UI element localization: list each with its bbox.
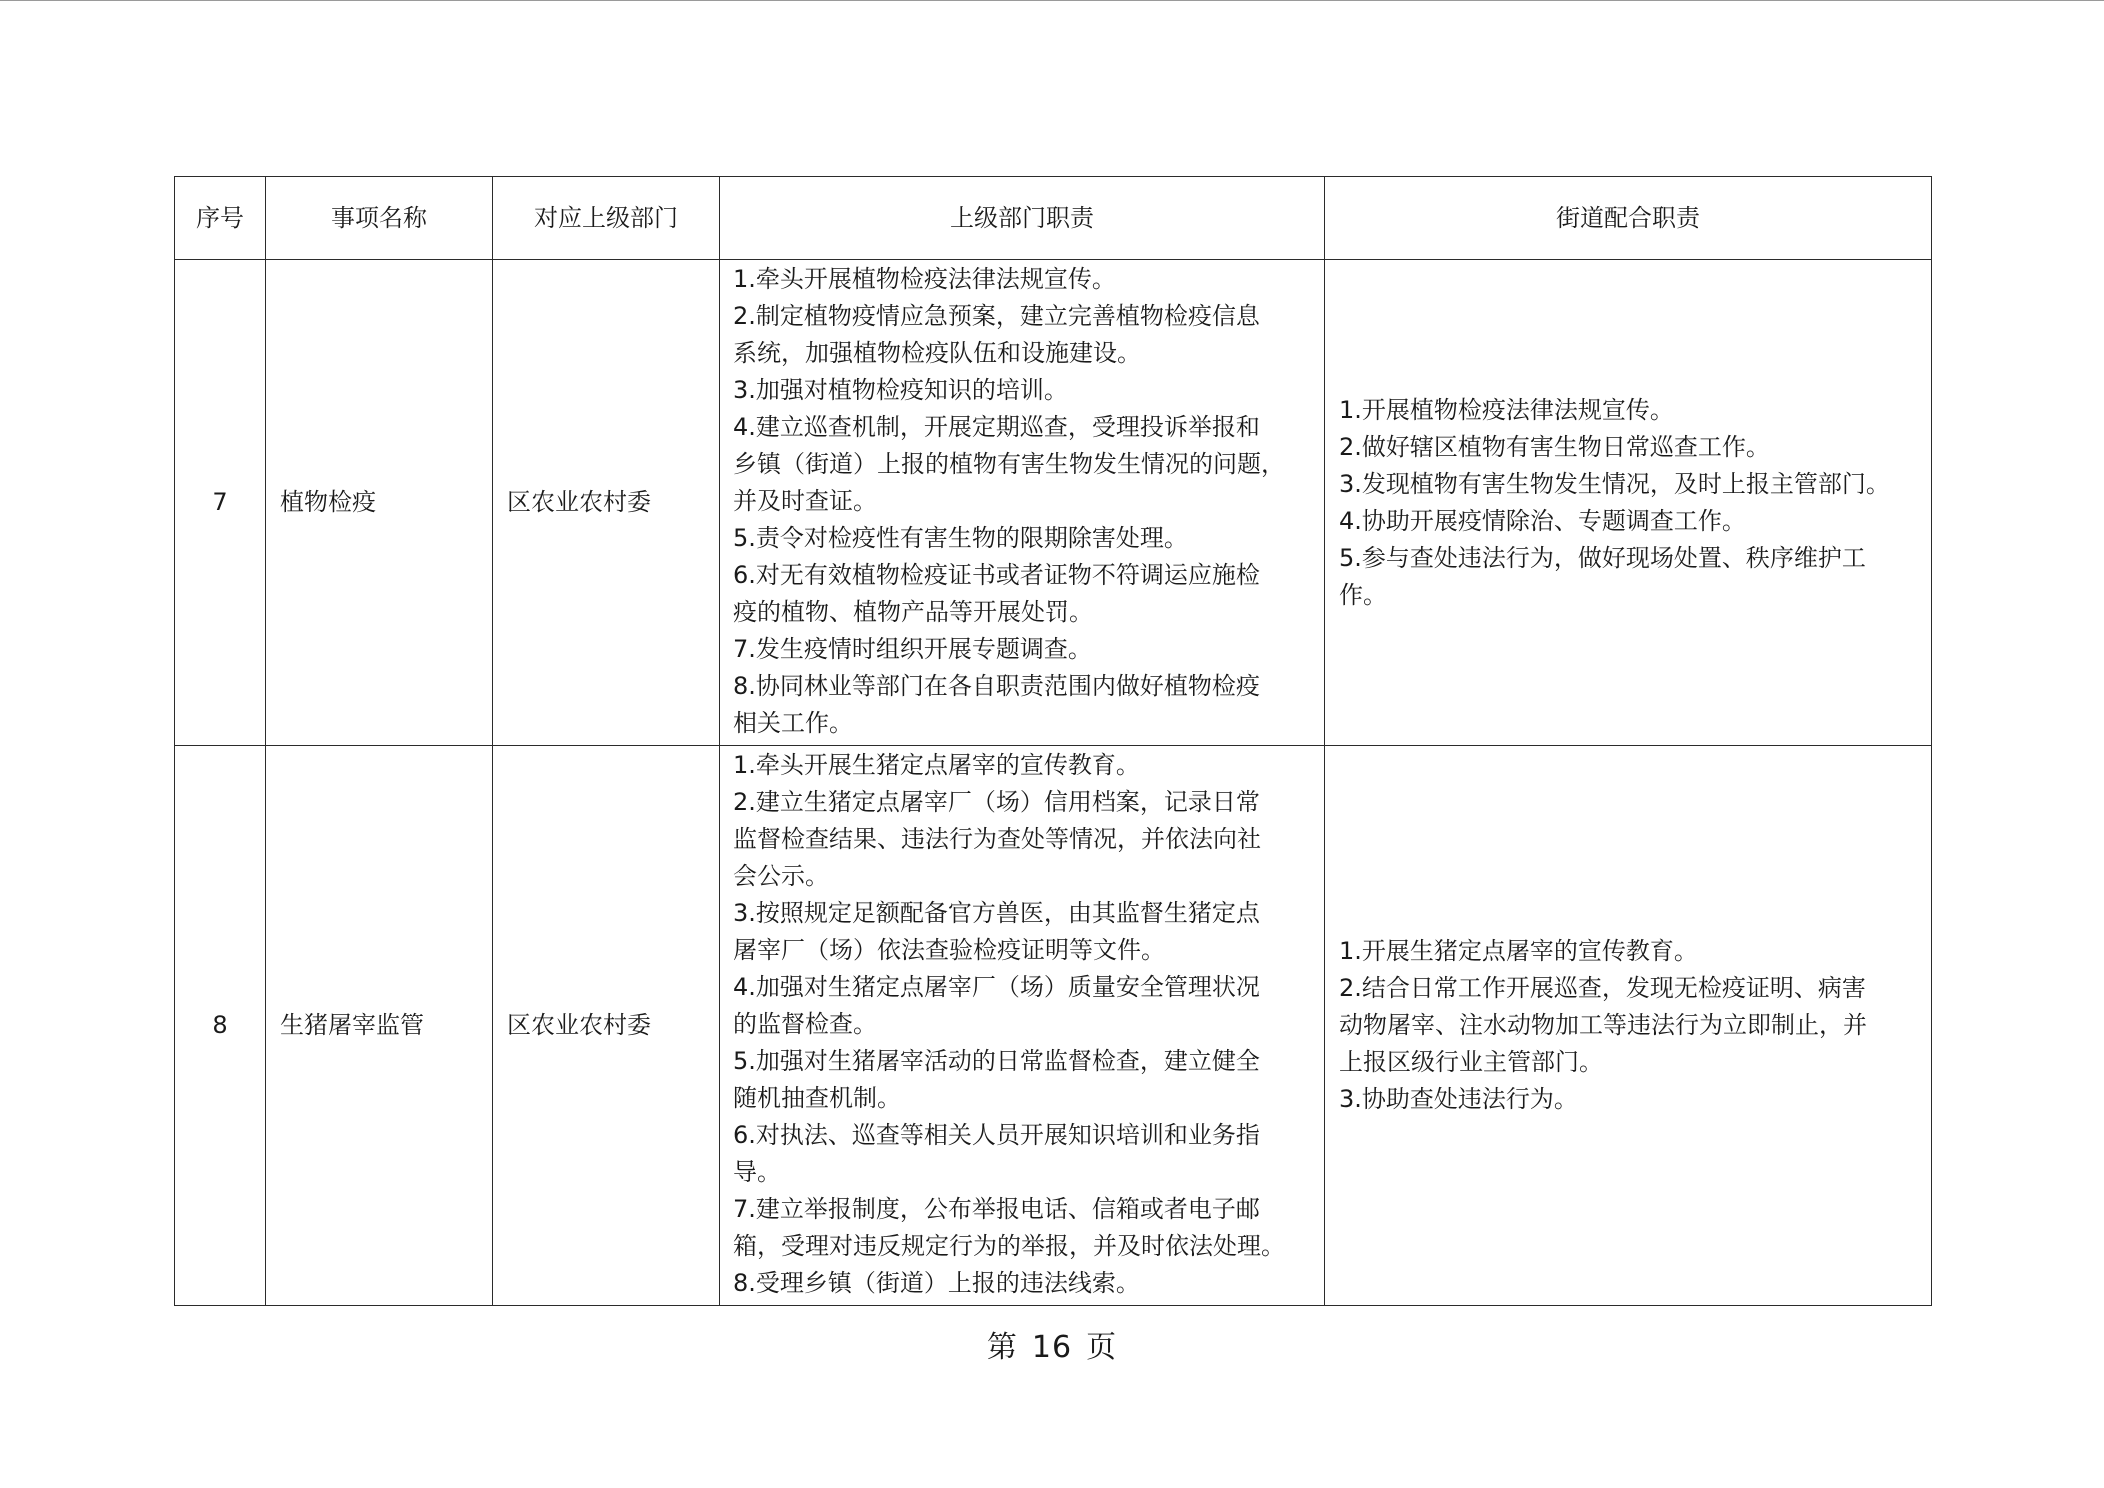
page-number-value: 16 [1031,1330,1073,1365]
header-item-name: 事项名称 [266,177,493,260]
row-item-name: 生猪屠宰监管 [266,746,493,1306]
duty-line: 监督检查结果、违法行为查处等情况，并依法向社 [733,825,1261,853]
row-item-name: 植物检疫 [266,260,493,746]
row-serial-number: 7 [175,260,266,746]
row-street-cooperation [1325,260,1932,746]
duty-line: 8.受理乡镇（街道）上报的违法线索。 [733,1269,1140,1297]
row-street-cooperation [1325,746,1932,1306]
duty-line: 5.加强对生猪屠宰活动的日常监督检查，建立健全 [733,1047,1260,1075]
duty-line: 1.牵头开展生猪定点屠宰的宣传教育。 [733,751,1140,779]
duty-line: 系统，加强植物检疫队伍和设施建设。 [733,339,1141,367]
row-serial-number: 8 [175,746,266,1306]
duty-line: 相关工作。 [733,709,853,737]
duty-line: 乡镇（街道）上报的植物有害生物发生情况的问题， [733,450,1285,478]
cooperation-line: 动物屠宰、注水动物加工等违法行为立即制止，并 [1339,1011,1867,1039]
cooperation-line: 作。 [1339,580,1387,609]
duty-line: 导。 [733,1158,781,1186]
duty-line: 疫的植物、植物产品等开展处罚。 [733,598,1093,626]
duty-line: 7.建立举报制度，公布举报电话、信箱或者电子邮 [733,1195,1260,1223]
cooperation-line: 3.发现植物有害生物发生情况，及时上报主管部门。 [1339,469,1890,498]
header-superior-duties: 上级部门职责 [720,177,1325,260]
duty-line: 3.按照规定足额配备官方兽医，由其监督生猪定点 [733,899,1260,927]
cooperation-line: 2.做好辖区植物有害生物日常巡查工作。 [1339,432,1770,461]
table-header-row [175,177,1932,260]
duty-line: 屠宰厂（场）依法查验检疫证明等文件。 [733,936,1165,964]
header-street-cooperation: 街道配合职责 [1325,177,1932,260]
row-superior-duties [720,746,1325,1306]
cooperation-line: 1.开展植物检疫法律法规宣传。 [1339,395,1674,424]
header-serial-number: 序号 [175,177,266,260]
row-department: 区农业农村委 [493,746,720,1306]
cooperation-line: 4.协助开展疫情除治、专题调查工作。 [1339,506,1746,535]
duty-line: 5.责令对检疫性有害生物的限期除害处理。 [733,524,1188,552]
duty-line: 随机抽查机制。 [733,1084,901,1112]
duty-line: 7.发生疫情时组织开展专题调查。 [733,635,1092,663]
table-row [175,746,1932,1306]
duty-line: 6.对无有效植物检疫证书或者证物不符调运应施检 [733,561,1260,589]
duty-line: 2.建立生猪定点屠宰厂（场）信用档案，记录日常 [733,788,1260,816]
row-department: 区农业农村委 [493,260,720,746]
duty-line: 4.建立巡查机制，开展定期巡查，受理投诉举报和 [733,413,1260,441]
duty-line: 2.制定植物疫情应急预案，建立完善植物检疫信息 [733,302,1260,330]
cooperation-line: 1.开展生猪定点屠宰的宣传教育。 [1339,937,1698,965]
cooperation-line: 2.结合日常工作开展巡查，发现无检疫证明、病害 [1339,974,1866,1002]
duties-table [174,176,1932,1306]
cooperation-line: 5.参与查处违法行为，做好现场处置、秩序维护工 [1339,543,1866,572]
duty-line: 1.牵头开展植物检疫法律法规宣传。 [733,265,1116,293]
row-superior-duties [720,260,1325,746]
duty-line: 4.加强对生猪定点屠宰厂（场）质量安全管理状况 [733,973,1260,1001]
page-number-prefix: 第 [986,1330,1018,1365]
header-superior-department: 对应上级部门 [493,177,720,260]
duty-line: 3.加强对植物检疫知识的培训。 [733,376,1068,404]
page-number-suffix: 页 [1086,1330,1118,1365]
duty-line: 8.协同林业等部门在各自职责范围内做好植物检疫 [733,672,1260,700]
duty-line: 的监督检查。 [733,1010,877,1038]
duty-line: 箱，受理对违反规定行为的举报，并及时依法处理。 [733,1232,1285,1260]
page-number [0,1326,2104,1370]
cooperation-line: 上报区级行业主管部门。 [1339,1048,1603,1076]
cooperation-line: 3.协助查处违法行为。 [1339,1085,1578,1113]
duty-line: 6.对执法、巡查等相关人员开展知识培训和业务指 [733,1121,1260,1149]
page-top-border [0,0,2104,1]
table-row [175,260,1932,746]
duty-line: 并及时查证。 [733,487,877,515]
duty-line: 会公示。 [733,862,829,890]
